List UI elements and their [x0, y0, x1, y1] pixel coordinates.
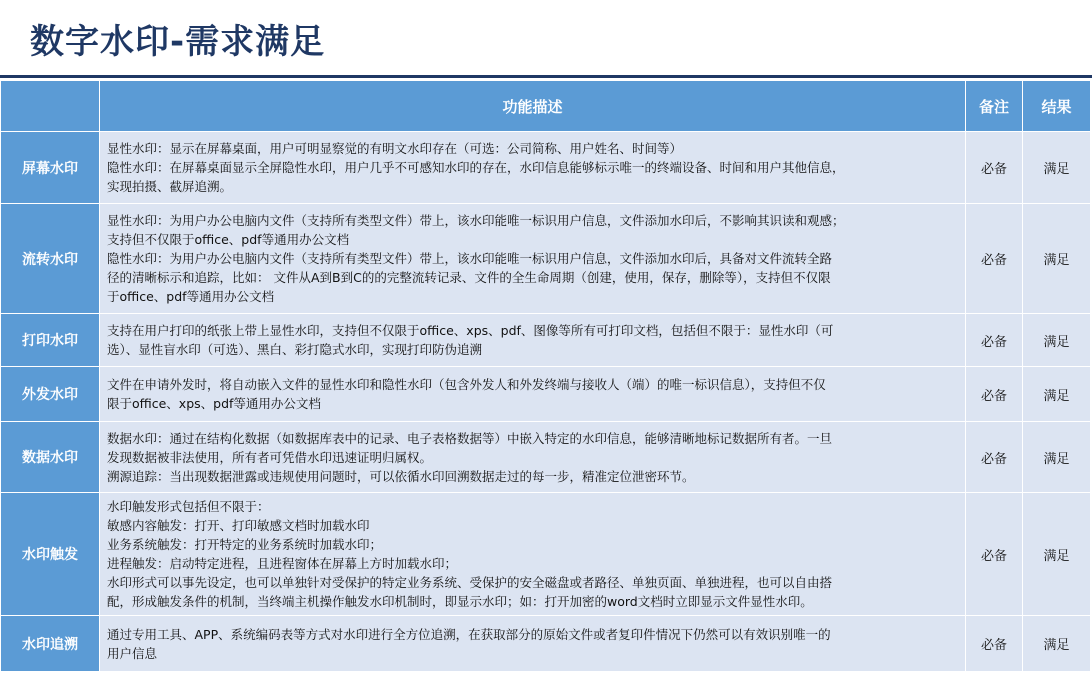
row-category: 流转水印 [1, 204, 100, 314]
table-row [1, 616, 1091, 672]
description-line: 进程触发：启动特定进程，且进程窗体在屏幕上方时加载水印； [107, 556, 458, 571]
description-line: 径的清晰标示和追踪，比如： 文件从A到B到C的的完整流转记录、文件的全生命周期（创建，使用，保存，删除等），支持但不仅限 [107, 270, 831, 285]
row-result: 满足 [1023, 422, 1091, 493]
description-line: 显性水印：显示在屏幕桌面，用户可明显察觉的有明文水印存在（可选：公司简称、用户姓名、时间等） [107, 141, 683, 156]
row-note: 必备 [966, 422, 1023, 493]
title-divider [0, 75, 1092, 78]
description-line: 实现拍摄、截屏追溯。 [107, 179, 233, 194]
description-line: 隐性水印：为用户办公电脑内文件（支持所有类型文件）带上，该水印能唯一标识用户信息，文件添加水印后，具备对文件流转全路 [107, 251, 833, 266]
table-header-row [1, 81, 1091, 132]
description-line: 水印触发形式包括但不限于： [107, 499, 270, 514]
description-line: 水印形式可以事先设定，也可以单独针对受保护的特定业务系统、受保护的安全磁盘或者路径、单独页面、单独进程，也可以自由搭 [107, 575, 833, 590]
row-note: 必备 [966, 132, 1023, 204]
row-note: 必备 [966, 616, 1023, 672]
header-note: 备注 [966, 81, 1023, 132]
page-title: 数字水印-需求满足 [30, 22, 326, 62]
row-result: 满足 [1023, 204, 1091, 314]
table-row [1, 314, 1091, 367]
row-category: 外发水印 [1, 367, 100, 422]
description-line: 支持但不仅限于office、pdf等通用办公文档 [107, 232, 350, 247]
requirements-table [0, 80, 1091, 672]
description-line: 限于office、xps、pdf等通用办公文档 [107, 396, 321, 411]
row-result: 满足 [1023, 132, 1091, 204]
description-line: 文件在申请外发时，将自动嵌入文件的显性水印和隐性水印（包含外发人和外发终端与接收人（端）的唯一标识信息），支持但不仅 [107, 377, 826, 392]
description-line: 用户信息 [107, 645, 158, 661]
table-row [1, 367, 1091, 422]
row-description [100, 132, 966, 204]
table-row [1, 493, 1091, 616]
row-note: 必备 [966, 314, 1023, 367]
row-note: 必备 [966, 493, 1023, 616]
description-line: 溯源追踪：当出现数据泄露或违规使用问题时，可以依循水印回溯数据走过的每一步，精准定位泄密环节。 [107, 468, 695, 484]
row-note: 必备 [966, 367, 1023, 422]
row-category: 数据水印 [1, 422, 100, 493]
description-line: 于office、pdf等通用办公文档 [107, 289, 275, 304]
description-line: 敏感内容触发：打开、打印敏感文档时加载水印 [107, 518, 370, 533]
description-line: 业务系统触发：打开特定的业务系统时加载水印； [107, 537, 383, 552]
description-line: 选）、显性盲水印（可选）、黑白、彩打隐式水印，实现打印防伪追溯 [107, 342, 483, 357]
row-category: 水印触发 [1, 493, 100, 616]
description-line: 隐性水印：在屏幕桌面显示全屏隐性水印，用户几乎不可感知水印的存在，水印信息能够标示唯一的终端设备、时间和用户其他信息， [107, 160, 845, 175]
description-line: 支持在用户打印的纸张上带上显性水印，支持但不仅限于office、xps、pdf、图像等所有可打印文档，包括但不限于：显性水印（可 [107, 323, 834, 338]
row-description [100, 367, 966, 422]
row-category: 屏幕水印 [1, 132, 100, 204]
description-line: 通过专用工具、APP、系统编码表等方式对水印进行全方位追溯，在获取部分的原始文件或者复印件情况下仍然可以有效识别唯一的 [107, 626, 831, 642]
header-category [1, 81, 100, 132]
row-description [100, 616, 966, 672]
header-description: 功能描述 [100, 81, 966, 132]
description-line: 发现数据被非法使用，所有者可凭借水印迅速证明归属权。 [107, 449, 433, 465]
row-note: 必备 [966, 204, 1023, 314]
table-row [1, 422, 1091, 493]
table-row [1, 132, 1091, 204]
row-result: 满足 [1023, 616, 1091, 672]
description-line: 配，形成触发条件的机制，当终端主机操作触发水印机制时，即显示水印；如：打开加密的word文档时立即显示文件显性水印。 [107, 594, 813, 609]
row-description [100, 314, 966, 367]
header-result: 结果 [1023, 81, 1091, 132]
row-result: 满足 [1023, 314, 1091, 367]
row-category: 水印追溯 [1, 616, 100, 672]
row-category: 打印水印 [1, 314, 100, 367]
row-description [100, 422, 966, 493]
row-result: 满足 [1023, 493, 1091, 616]
row-description [100, 493, 966, 616]
row-result: 满足 [1023, 367, 1091, 422]
description-line: 显性水印：为用户办公电脑内文件（支持所有类型文件）带上，该水印能唯一标识用户信息，文件添加水印后，不影响其识读和观感； [107, 213, 845, 228]
description-line: 数据水印：通过在结构化数据（如数据库表中的记录、电子表格数据等）中嵌入特定的水印信息，能够清晰地标记数据所有者。一旦 [107, 430, 833, 446]
table-row [1, 204, 1091, 314]
row-description [100, 204, 966, 314]
